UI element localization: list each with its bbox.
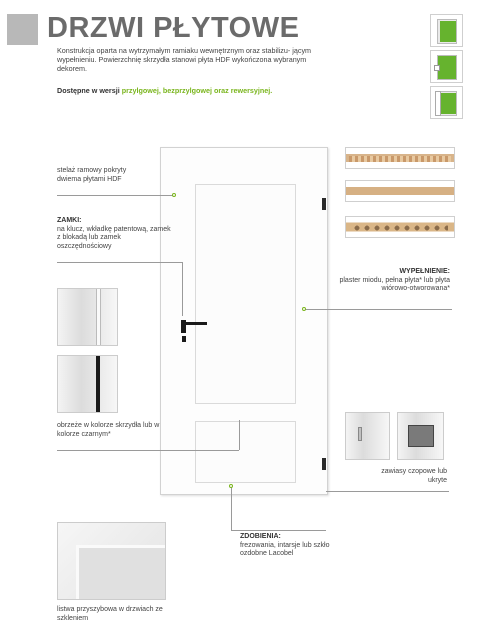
locks-title: ZAMKI: xyxy=(57,217,82,224)
door-lower-panel xyxy=(195,421,296,483)
locks-text: na klucz, wkładkę patentową, zamek z blokadą lub zamek oszczędnościowy xyxy=(57,225,171,250)
door-reversible-icon xyxy=(430,86,463,119)
glass-bead-label: listwa przyszybowa w drzwiach ze szkleniem xyxy=(57,606,163,622)
locks-label xyxy=(57,217,172,251)
door-rebated-icon xyxy=(430,14,463,47)
door-upper-panel xyxy=(195,184,296,404)
decor-leader-line xyxy=(231,530,326,531)
fill-leader-line xyxy=(305,309,452,310)
solid-board xyxy=(345,180,455,202)
hidden-hinge-photo xyxy=(397,412,444,460)
frame-leader-line xyxy=(57,195,174,196)
hinges-label: zawiasy czopowe lub ukryte xyxy=(381,468,447,484)
frame-callout-dot xyxy=(172,193,176,197)
fill-text: plaster miodu, pełna płyta* lub płyta wiórowo-otworowana* xyxy=(339,276,450,292)
edge-black-photo xyxy=(57,355,118,413)
decor-callout-dot xyxy=(229,484,233,488)
fill-label xyxy=(330,268,450,294)
glass-bead-photo xyxy=(57,522,166,600)
decor-text: frezowania, intarsje lub szkło ozdobne Lacobel xyxy=(240,541,330,557)
availability-lead: Dostępne w wersji xyxy=(57,86,122,95)
availability-variants: przylgowej, bezprzylgowej oraz rewersyjnej. xyxy=(121,86,273,95)
availability-text xyxy=(57,86,357,95)
keyhole-rosette xyxy=(182,336,186,342)
decor-title: ZDOBIENIA: xyxy=(240,533,281,540)
page-title: DRZWI PŁYTOWE xyxy=(47,12,300,44)
hinges-leader-line xyxy=(326,491,449,492)
door-flush-icon xyxy=(430,50,463,83)
door-leaf xyxy=(160,147,328,495)
locks-leader-vertical xyxy=(182,262,183,316)
edge-label: obrzeże w kolorze skrzydła lub w kolorze czarnym* xyxy=(57,422,160,438)
intro-text: Konstrukcja oparta na wytrzymałym ramiaku wewnętrznym oraz stabilizu- jącym wypełnieniu. Powierzchnię skrzydła stanowi płyta HDF wykończona wybranym dekorem. xyxy=(57,46,312,73)
honeycomb-board xyxy=(345,147,455,169)
locks-leader-line xyxy=(57,262,182,263)
tubular-chipboard xyxy=(345,216,455,238)
edge-leader-vertical xyxy=(239,420,240,450)
title-square xyxy=(7,14,38,45)
edge-leader-line xyxy=(57,450,239,451)
frame-label: stelaż ramowy pokryty dwiema płytami HDF xyxy=(57,167,127,183)
decor-leader-vertical xyxy=(231,486,232,530)
decor-label xyxy=(240,533,335,559)
bottom-hinge xyxy=(322,458,326,470)
pin-hinge-photo xyxy=(345,412,390,460)
fill-callout-dot xyxy=(302,307,306,311)
door-handle xyxy=(181,322,207,325)
fill-title: WYPEŁNIENIE: xyxy=(399,268,450,275)
edge-white-photo xyxy=(57,288,118,346)
top-hinge xyxy=(322,198,326,210)
